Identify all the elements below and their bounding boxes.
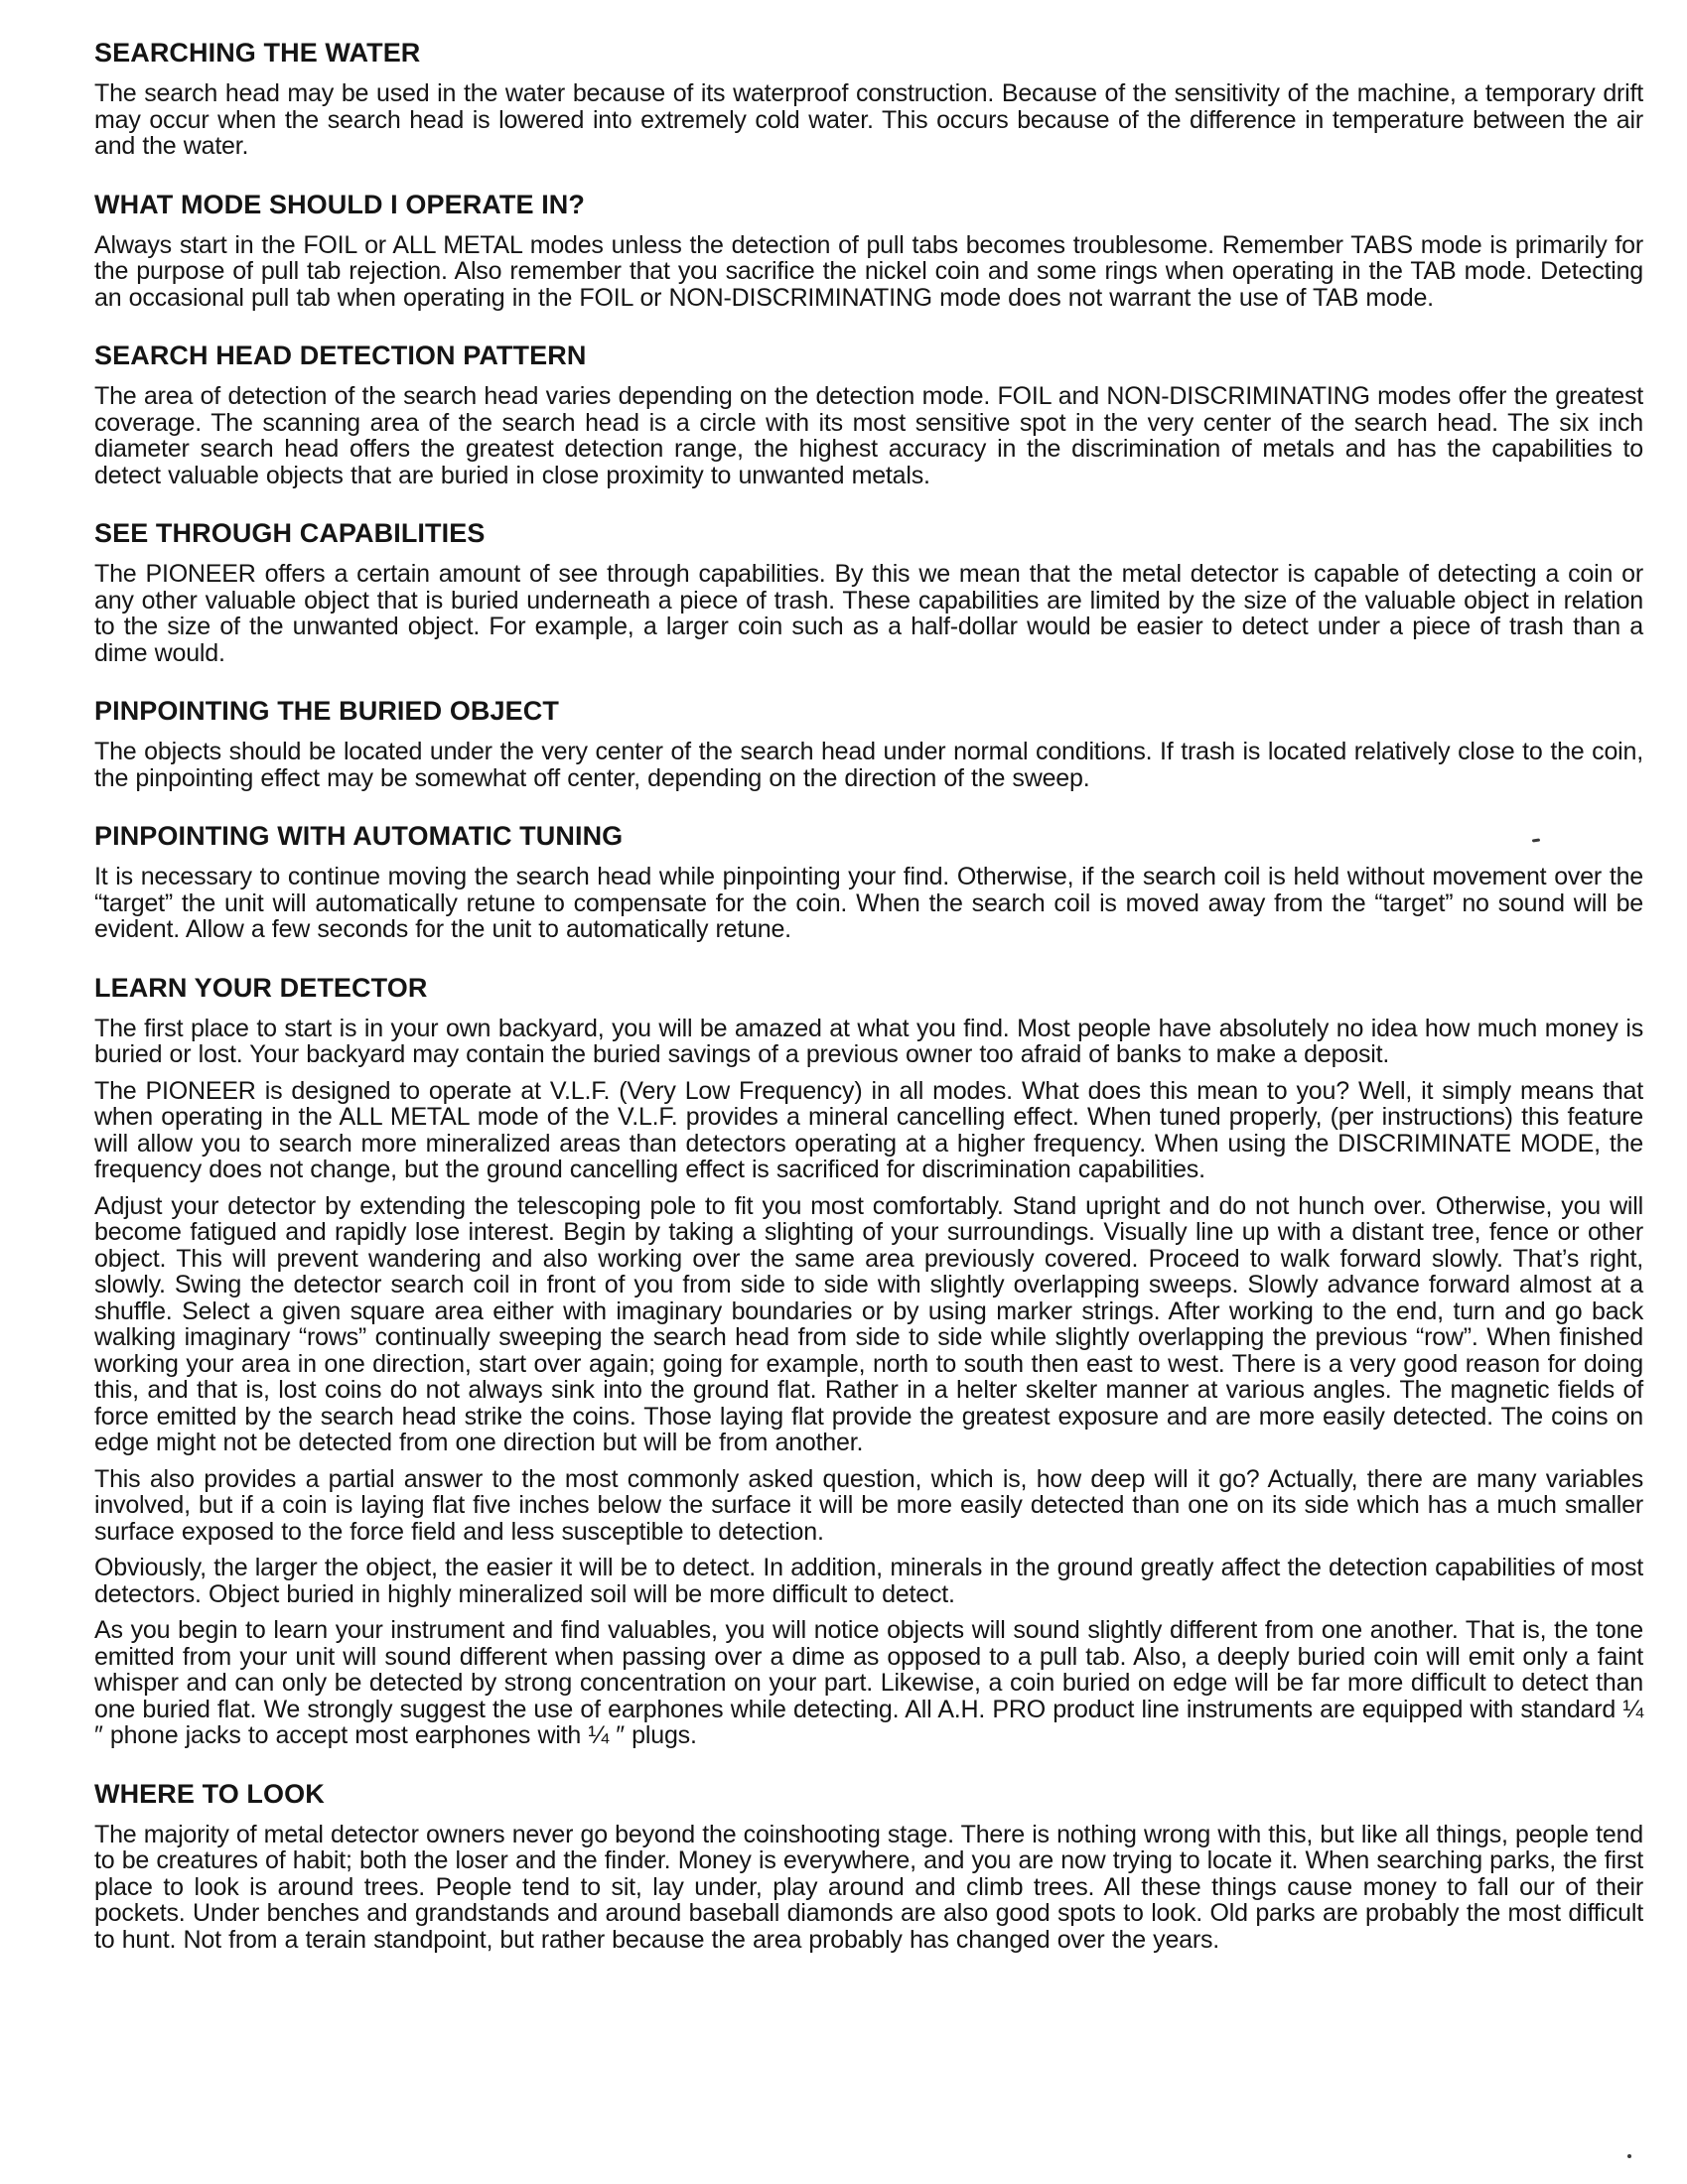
paragraph: Adjust your detector by extending the telescoping pole to fit you most comfortably. Stand upright and do not hunch over. Otherwise, you will become fatigued and rapidly lose interest. Begin by taking a slighting of your surroundings. Visually line up with a distant tree, fence or other object. This will prevent wandering and also working over the same area previously covered. Proceed to walk forward slowly. That’s right, slowly. Swing the detector search coil in front of you from side to side with slightly overlapping sweeps. Slowly advance forward almost at a shuffle. Select a given square area either with imaginary boundaries or by using marker strings. After working to the end, turn and go back walking imaginary “rows” continually sweeping the search head from side to side while slightly overlapping the previous “row”. When finished working your area in one direction, start over again; going for example, north to south then east to west. There is a very good reason for doing this, and that is, lost coins do not always sink into the ground flat. Rather in a helter skelter manner at various angles. The magnetic fields of force emitted by the search head strike the coins. Those laying flat provide the greatest exposure and are more easily detected. The coins on edge might not be detected from one direction but will be from another.: [94, 1191, 1643, 1456]
page-content: [94, 12, 1643, 1953]
paragraph: The PIONEER is designed to operate at V.L.F. (Very Low Frequency) in all modes. What does this mean to you? Well, it simply means that when operating in the ALL METAL mode of the V.L.F. provides a mineral cancelling effect. When tuned properly, (per instructions) this feature will allow you to search more mineralized areas than detectors operating at a higher frequency. When using the DISCRIMINATE MODE, the frequency does not change, but the ground cancelling effect is sacrificed for discrimination capabilities.: [94, 1076, 1643, 1183]
section-heading-searching-the-water: SEARCHING THE WATER: [94, 38, 421, 68]
paragraph: The PIONEER offers a certain amount of see through capabilities. By this we mean that the metal detector is capable of detecting a coin or any other valuable object that is buried underneath a piece of trash. These capabilities are limited by the size of the valuable object in relation to the size of the unwanted object. For example, a larger coin such as a half-dollar would be easier to detect under a piece of trash than a dime would.: [94, 560, 1643, 667]
paragraph: The search head may be used in the water because of its waterproof construction. Because of the sensitivity of the machine, a temporary drift may occur when the search head is lowered into extremely cold water. This occurs because of the difference in temperature between the air and the water.: [94, 79, 1643, 160]
section-learn-your-detector: [94, 973, 1643, 1749]
paragraph: The area of detection of the search head varies depending on the detection mode. FOIL and NON-DISCRIMINATING modes offer the greatest coverage. The scanning area of the search head is a circle with its most sensitive spot in the very center of the search head. The six inch diameter search head offers the greatest detection range, the highest accuracy in the discrimination of metals and has the capabilities to detect valuable objects that are buried in close proximity to unwanted metals.: [94, 382, 1643, 489]
section-heading-see-through: SEE THROUGH CAPABILITIES: [94, 518, 486, 548]
paragraph: This also provides a partial answer to the most commonly asked question, which is, how deep will it go? Actually, there are many variables involved, but if a coin is laying flat five inches below the surface it will be more easily detected than one on its side which has a much smaller surface exposed to the force field and less susceptible to detection.: [94, 1464, 1643, 1546]
paragraph: Obviously, the larger the object, the easier it will be to detect. In addition, minerals in the ground greatly affect the detection capabilities of most detectors. Object buried in highly mineralized soil will be more difficult to detect.: [94, 1554, 1643, 1608]
section-search-head-detection-pattern: [94, 341, 1643, 488]
paragraph: Always start in the FOIL or ALL METAL modes unless the detection of pull tabs becomes troublesome. Remember TABS mode is primarily for the purpose of pull tab rejection. Also remember that you sacrifice the nickel coin and some rings when operating in the TAB mode. Detecting an occasional pull tab when operating in the FOIL or NON-DISCRIMINATING mode does not warrant the use of TAB mode.: [94, 230, 1643, 312]
section-heading-where-to-look: WHERE TO LOOK: [94, 1778, 325, 1809]
section-what-mode-should-i-operate-in: [94, 190, 1643, 312]
section-heading-pinpointing-buried: PINPOINTING THE BURIED OBJECT: [94, 696, 559, 726]
section-searching-the-water: [94, 38, 1643, 160]
section-see-through-capabilities: [94, 518, 1643, 666]
section-heading-automatic-tuning: PINPOINTING WITH AUTOMATIC TUNING: [94, 821, 624, 851]
section-heading-learn-your-detector: LEARN YOUR DETECTOR: [94, 972, 428, 1003]
section-pinpointing-buried-object: [94, 696, 1643, 791]
paragraph: The first place to start is in your own backyard, you will be amazed at what you find. Most people have absolutely no idea how much money is buried or lost. Your backyard may contain the buried savings of a previous owner too afraid of banks to make a deposit.: [94, 1014, 1643, 1068]
section-heading-what-mode: WHAT MODE SHOULD I OPERATE IN?: [94, 189, 585, 219]
scan-artifact-dot: [1627, 2154, 1631, 2158]
paragraph: The majority of metal detector owners never go beyond the coinshooting stage. There is nothing wrong with this, but like all things, people tend to be creatures of habit; both the loser and the finder. Money is everywhere, and you are now trying to locate it. When searching parks, the first place to look is around trees. People tend to sit, lay under, play around and climb trees. All these things cause money to fall our of their pockets. Under benches and grandstands and around baseball diamonds are also good spots to look. Old parks are probably the most difficult to hunt. Not from a terain standpoint, but rather because the area probably has changed over the years.: [94, 1820, 1643, 1954]
section-pinpointing-automatic-tuning: [94, 821, 1643, 943]
paragraph: As you begin to learn your instrument and find valuables, you will notice objects will sound slightly different from one another. That is, the tone emitted from your unit will sound different when passing over a dime as opposed to a pull tab. Also, a deeply buried coin will emit only a faint whisper and can only be detected by strong concentration on your part. Likewise, a coin buried on edge will be far more difficult to detect than one buried flat. We strongly suggest the use of earphones while detecting. All A.H. PRO product line instruments are equipped with standard ¼ ″ phone jacks to accept most earphones with ¼ ″ plugs.: [94, 1616, 1643, 1749]
paragraph: It is necessary to continue moving the search head while pinpointing your find. Otherwise, if the search coil is held without movement over the “target” the unit will automatically retune to compensate for the coin. When the search coil is moved away from the “target” no sound will be evident. Allow a few seconds for the unit to automatically retune.: [94, 863, 1643, 943]
section-heading-detection-pattern: SEARCH HEAD DETECTION PATTERN: [94, 341, 587, 370]
paragraph: The objects should be located under the very center of the search head under normal conditions. If trash is located relatively close to the coin, the pinpointing effect may be somewhat off center, depending on the direction of the sweep.: [94, 738, 1643, 792]
section-where-to-look: [94, 1779, 1643, 1954]
